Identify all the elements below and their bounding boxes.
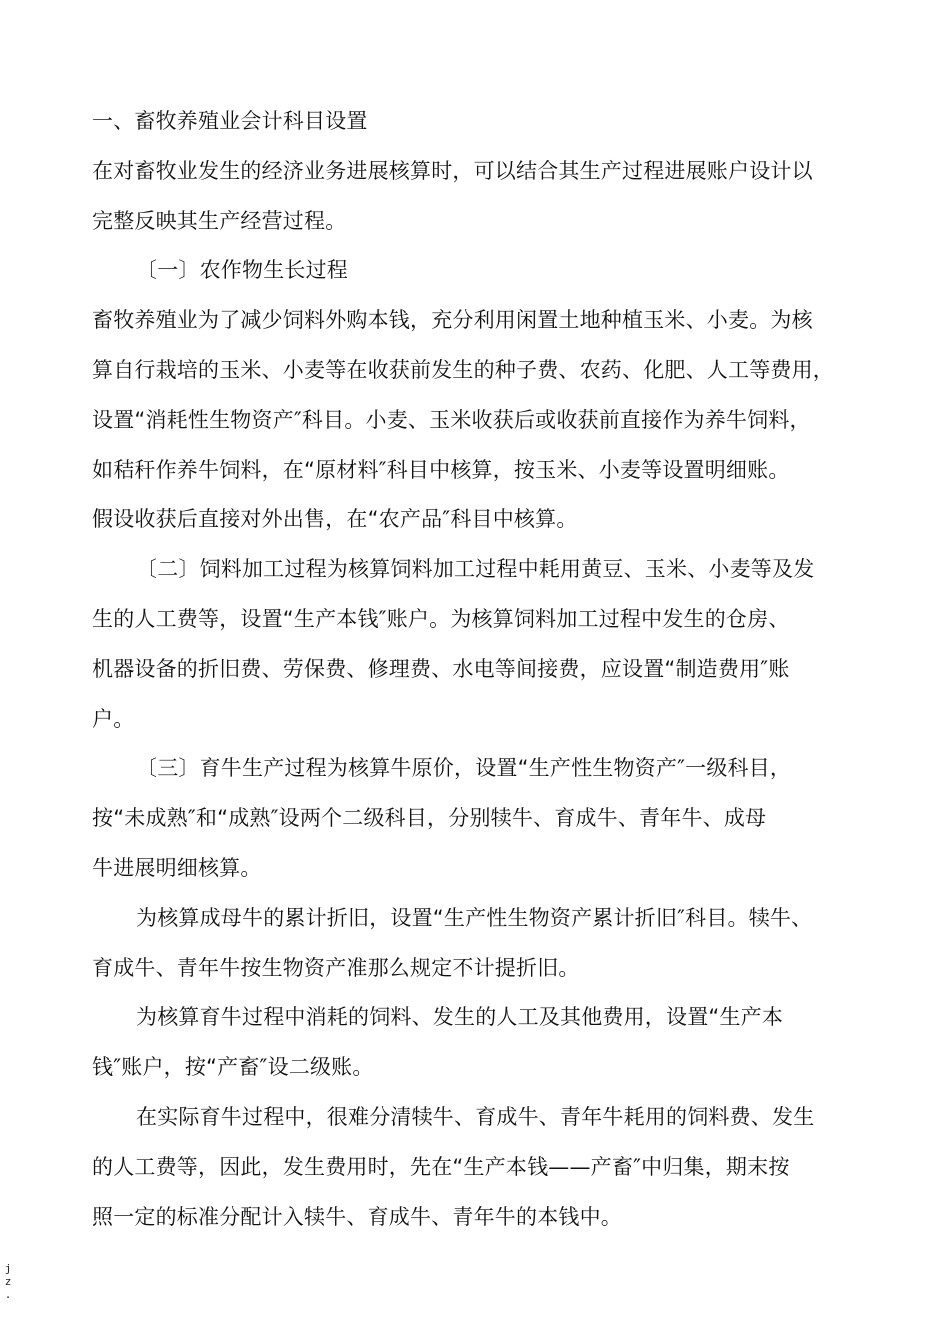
document-body (92, 97, 872, 1242)
paragraph-line: 算自行栽培的玉米、小麦等在收获前发生的种子费、农药、化肥、人工等费用， (92, 357, 834, 382)
paragraph-line: 育成牛、青年牛按生物资产准那么规定不计提折旧。 (92, 955, 580, 980)
paragraph-line: 畜牧养殖业为了减少饲料外购本钱，充分利用闲置土地种植玉米、小麦。为核 (92, 308, 813, 333)
paragraph-line: 〔三〕育牛生产过程为核算牛原价，设置“生产性生物资产″一级科目， (136, 756, 792, 781)
paragraph-line: 为核算成母牛的累计折旧，设置“生产性生物资产累计折旧″科目。犊牛、 (136, 905, 813, 930)
paragraph-line: 牛进展明细核算。 (92, 855, 262, 880)
paragraph-line: 在实际育牛过程中，很难分清犊牛、育成牛、青年牛耗用的饲料费、发生 (136, 1104, 815, 1129)
paragraph-line: 生的人工费等，设置“生产本钱″账户。为核算饲料加工过程中发生的仓房、 (92, 606, 790, 631)
paragraph-line: 完整反映其生产经营过程。 (92, 208, 347, 233)
paragraph-line: 的人工费等，因此，发生费用时，先在“生产本钱——产畜″中归集，期末按 (92, 1154, 790, 1179)
subsection-heading: 〔一〕农作物生长过程 (136, 258, 348, 283)
paragraph-line: 照一定的标准分配计入犊牛、育成牛、青年牛的本钱中。 (92, 1204, 622, 1229)
paragraph-line: 钱″账户，按“产畜″设二级账。 (92, 1055, 374, 1080)
paragraph-line: 如秸秆作养牛饲料，在“原材料″科目中核算，按玉米、小麦等设置明细账。 (92, 457, 790, 482)
paragraph-line: 按“未成熟″和“成熟″设两个二级科目，分别犊牛、育成牛、青年牛、成母 (92, 806, 767, 831)
paragraph-line: 设置“消耗性生物资产″科目。小麦、玉米收获后或收获前直接作为养牛饲料， (92, 407, 811, 432)
paragraph-line: 〔二〕饲料加工过程为核算饲料加工过程中耗用黄豆、玉米、小麦等及发 (136, 557, 815, 582)
paragraph-line: 户。 (92, 706, 135, 731)
paragraph-line: 为核算育牛过程中消耗的饲料、发生的人工及其他费用，设置“生产本 (136, 1005, 784, 1030)
section-heading: 一、畜牧养殖业会计科目设置 (92, 109, 368, 133)
paragraph-line: 在对畜牧业发生的经济业务进展核算时，可以结合其生产过程进展账户设计以 (92, 158, 813, 183)
paragraph-line: 机器设备的折旧费、劳保费、修理费、水电等间接费，应设置“制造费用″账 (92, 656, 790, 681)
paragraph-line: 假设收获后直接对外出售，在“农产品″科目中核算。 (92, 507, 578, 532)
footer-mark: j z . (4, 1262, 12, 1301)
